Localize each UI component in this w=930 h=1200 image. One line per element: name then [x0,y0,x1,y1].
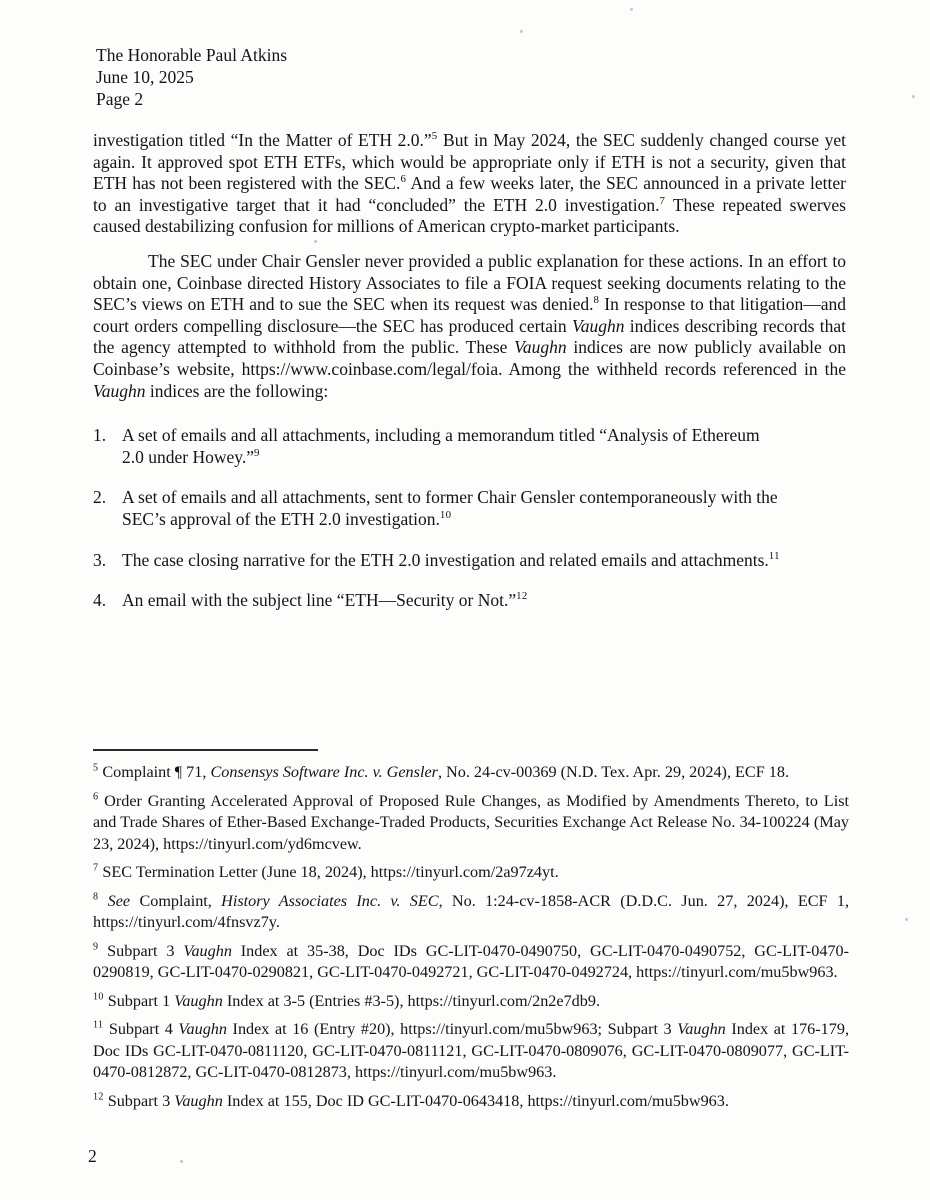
list-item [93,425,805,468]
footnote-ref: 7 [93,862,99,874]
italic-text-run: Consensys Software Inc. v. Gensler [210,763,438,781]
italic-text-run: Vaughn [571,315,625,336]
italic-text-run: See [107,891,131,910]
text-run: Index at 176-179, Doc IDs GC-LIT-0470-0811120, GC-LIT-0470-0811121, GC-LIT-0470-0809076, GC-LIT-0470-0809077, GC-LIT-0470-0812872, GC-LIT-0470-0812873, https://tinyurl.com/mu5bw963. [93,1020,849,1081]
footnote-ref: 10 [93,991,104,1003]
list-item-text [122,550,782,572]
footnote-6 [93,791,849,856]
footnote-ref: 9 [93,941,99,953]
list-item-number: 2. [93,487,107,508]
footnote-ref: 5 [93,762,99,774]
text-run: Index at 16 (Entry #20), https://tinyurl.com/mu5bw963; Subpart 3 [226,1020,678,1038]
text-run: A set of emails and all attachments, including a memorandum titled “Analysis of Ethereum 2.0 under Howey.” [122,425,760,467]
footnote-5 [93,762,849,784]
text-run: These repeated swerves caused destabilizing confusion for millions of American crypto-market participants. [93,194,846,237]
list-item-text [122,590,782,612]
withheld-records-list [93,425,805,612]
text-run: A set of emails and all attachments, sent to former Chair Gensler contemporaneously with the SEC’s approval of the ETH 2.0 investigation. [122,487,778,529]
footnote-ref: 8 [93,891,99,903]
italic-text-run: History Associates Inc. v. SEC [221,891,439,910]
text-run: indices are now publicly available on Coinbase’s website, https://www.coinbase.com/legal/foia. Among the withheld records referenced in the [93,337,846,379]
footnote-ref: 5 [431,130,438,143]
footnote-10 [93,991,849,1013]
text-run: SEC Termination Letter (June 18, 2024), https://tinyurl.com/2a97z4yt. [98,863,559,881]
text-run: , No. 24-cv-00369 (N.D. Tex. Apr. 29, 2024), ECF 18. [437,763,790,781]
text-run: And a few weeks later, the SEC announced in a private letter to an investigative target that it had “concluded” the ETH 2.0 investigation. [93,173,846,215]
footnote-ref: 10 [439,509,452,522]
text-run: Subpart 3 [98,941,184,960]
text-run: Index at 35-38, Doc IDs GC-LIT-0470-0490750, GC-LIT-0470-0490752, GC-LIT-0470-0290819, GC-LIT-0470-0290821, GC-LIT-0470-0492721, GC-LIT-0470-0492724, https://tinyurl.com/mu5bw963. [93,941,850,981]
text-run: Subpart 1 [103,991,175,1010]
text-run: An email with the subject line “ETH—Security or Not.” [122,590,517,611]
footnotes-section [93,749,849,1119]
paragraph-eth-investigation [93,130,846,238]
text-run: Order Granting Accelerated Approval of Proposed Rule Changes, as Modified by Amendments Thereto, to List and Trade Shares of Ether-Based Exchange-Traded Products, Securities Exchange Act Release No. 34-100224 (May 23, 2024), https://tinyurl.com/yd6mcvew. [93,791,849,853]
footnote-9 [93,941,849,984]
footnote-12 [93,1091,849,1113]
letter-header [96,44,287,110]
text-run: Index at 155, Doc ID GC-LIT-0470-0643418, https://tinyurl.com/mu5bw963. [222,1091,729,1110]
italic-text-run: Vaughn [677,1020,726,1038]
text-run: Index at 3-5 (Entries #3-5), https://tinyurl.com/2n2e7db9. [222,991,600,1010]
text-run: In response to that litigation—and court orders compelling disclosure—the SEC has produced certain [93,294,846,336]
list-item-number: 1. [93,425,107,446]
footnote-ref: 11 [93,1019,104,1031]
text-run [98,892,107,910]
footnote-ref: 9 [254,446,260,459]
text-run: indices are the following: [145,380,329,401]
list-item [93,590,805,612]
list-item [93,550,805,572]
italic-text-run: Vaughn [174,991,223,1010]
scan-speck [912,95,915,98]
italic-text-run: Vaughn [183,941,232,960]
recipient-line: The Honorable Paul Atkins [96,45,288,65]
list-item-text [122,487,782,530]
italic-text-run: Vaughn [93,380,146,401]
text-run: Subpart 3 [103,1091,175,1110]
scan-speck [905,918,908,921]
footnote-11 [93,1019,849,1084]
footnote-ref: 7 [659,194,666,207]
list-item-number: 3. [93,549,107,570]
footnote-ref: 12 [93,1091,104,1103]
italic-text-run: Vaughn [178,1020,227,1038]
footnote-ref: 6 [400,173,407,186]
list-item [93,487,805,530]
text-run: investigation titled “In the Matter of ETH 2.0.” [93,130,432,150]
italic-text-run: Vaughn [174,1091,223,1110]
date-line: June 10, 2025 [96,67,194,87]
footnote-ref: 6 [93,791,99,803]
text-run: indices describing records that the agency attempted to withhold from the public. These [93,315,846,358]
text-run: Complaint, [130,891,222,910]
page-number: 2 [88,1146,97,1166]
scan-speck [180,1160,183,1163]
scan-speck [314,240,317,243]
scan-speck [630,8,633,11]
list-item-number: 4. [93,590,107,611]
footnote-ref: 12 [516,590,528,603]
text-run: , No. 1:24-cv-1858-ACR (D.D.C. Jun. 27, 2024), ECF 1, https://tinyurl.com/4fnsvz7y. [93,891,849,931]
footnote-separator [93,749,318,751]
text-run: The SEC under Chair Gensler never provided a public explanation for these actions. In an effort to obtain one, Coinbase directed History Associates to file a FOIA request seeking documents relating to the SEC’s views on ETH and to sue the SEC when its request was denied. [93,250,846,315]
footnote-ref: 11 [768,549,780,562]
italic-text-run: Vaughn [514,337,567,358]
text-run: The case closing narrative for the ETH 2.0 investigation and related emails and attachments. [122,549,769,570]
paragraph-foia-request [93,251,846,402]
scan-speck [520,30,523,33]
footnote-7 [93,862,849,884]
footnote-ref: 8 [593,294,600,307]
text-run: Subpart 4 [103,1020,179,1038]
page-label: Page 2 [96,89,144,109]
letter-body [93,130,846,631]
footnote-8 [93,891,849,934]
text-run: But in May 2024, the SEC suddenly changed course yet again. It approved spot ETH ETFs, which would be appropriate only if ETH is not a security, given that ETH has not been registered with the SEC. [93,130,846,194]
list-item-text [122,425,782,468]
text-run: Complaint ¶ 71, [98,763,211,781]
